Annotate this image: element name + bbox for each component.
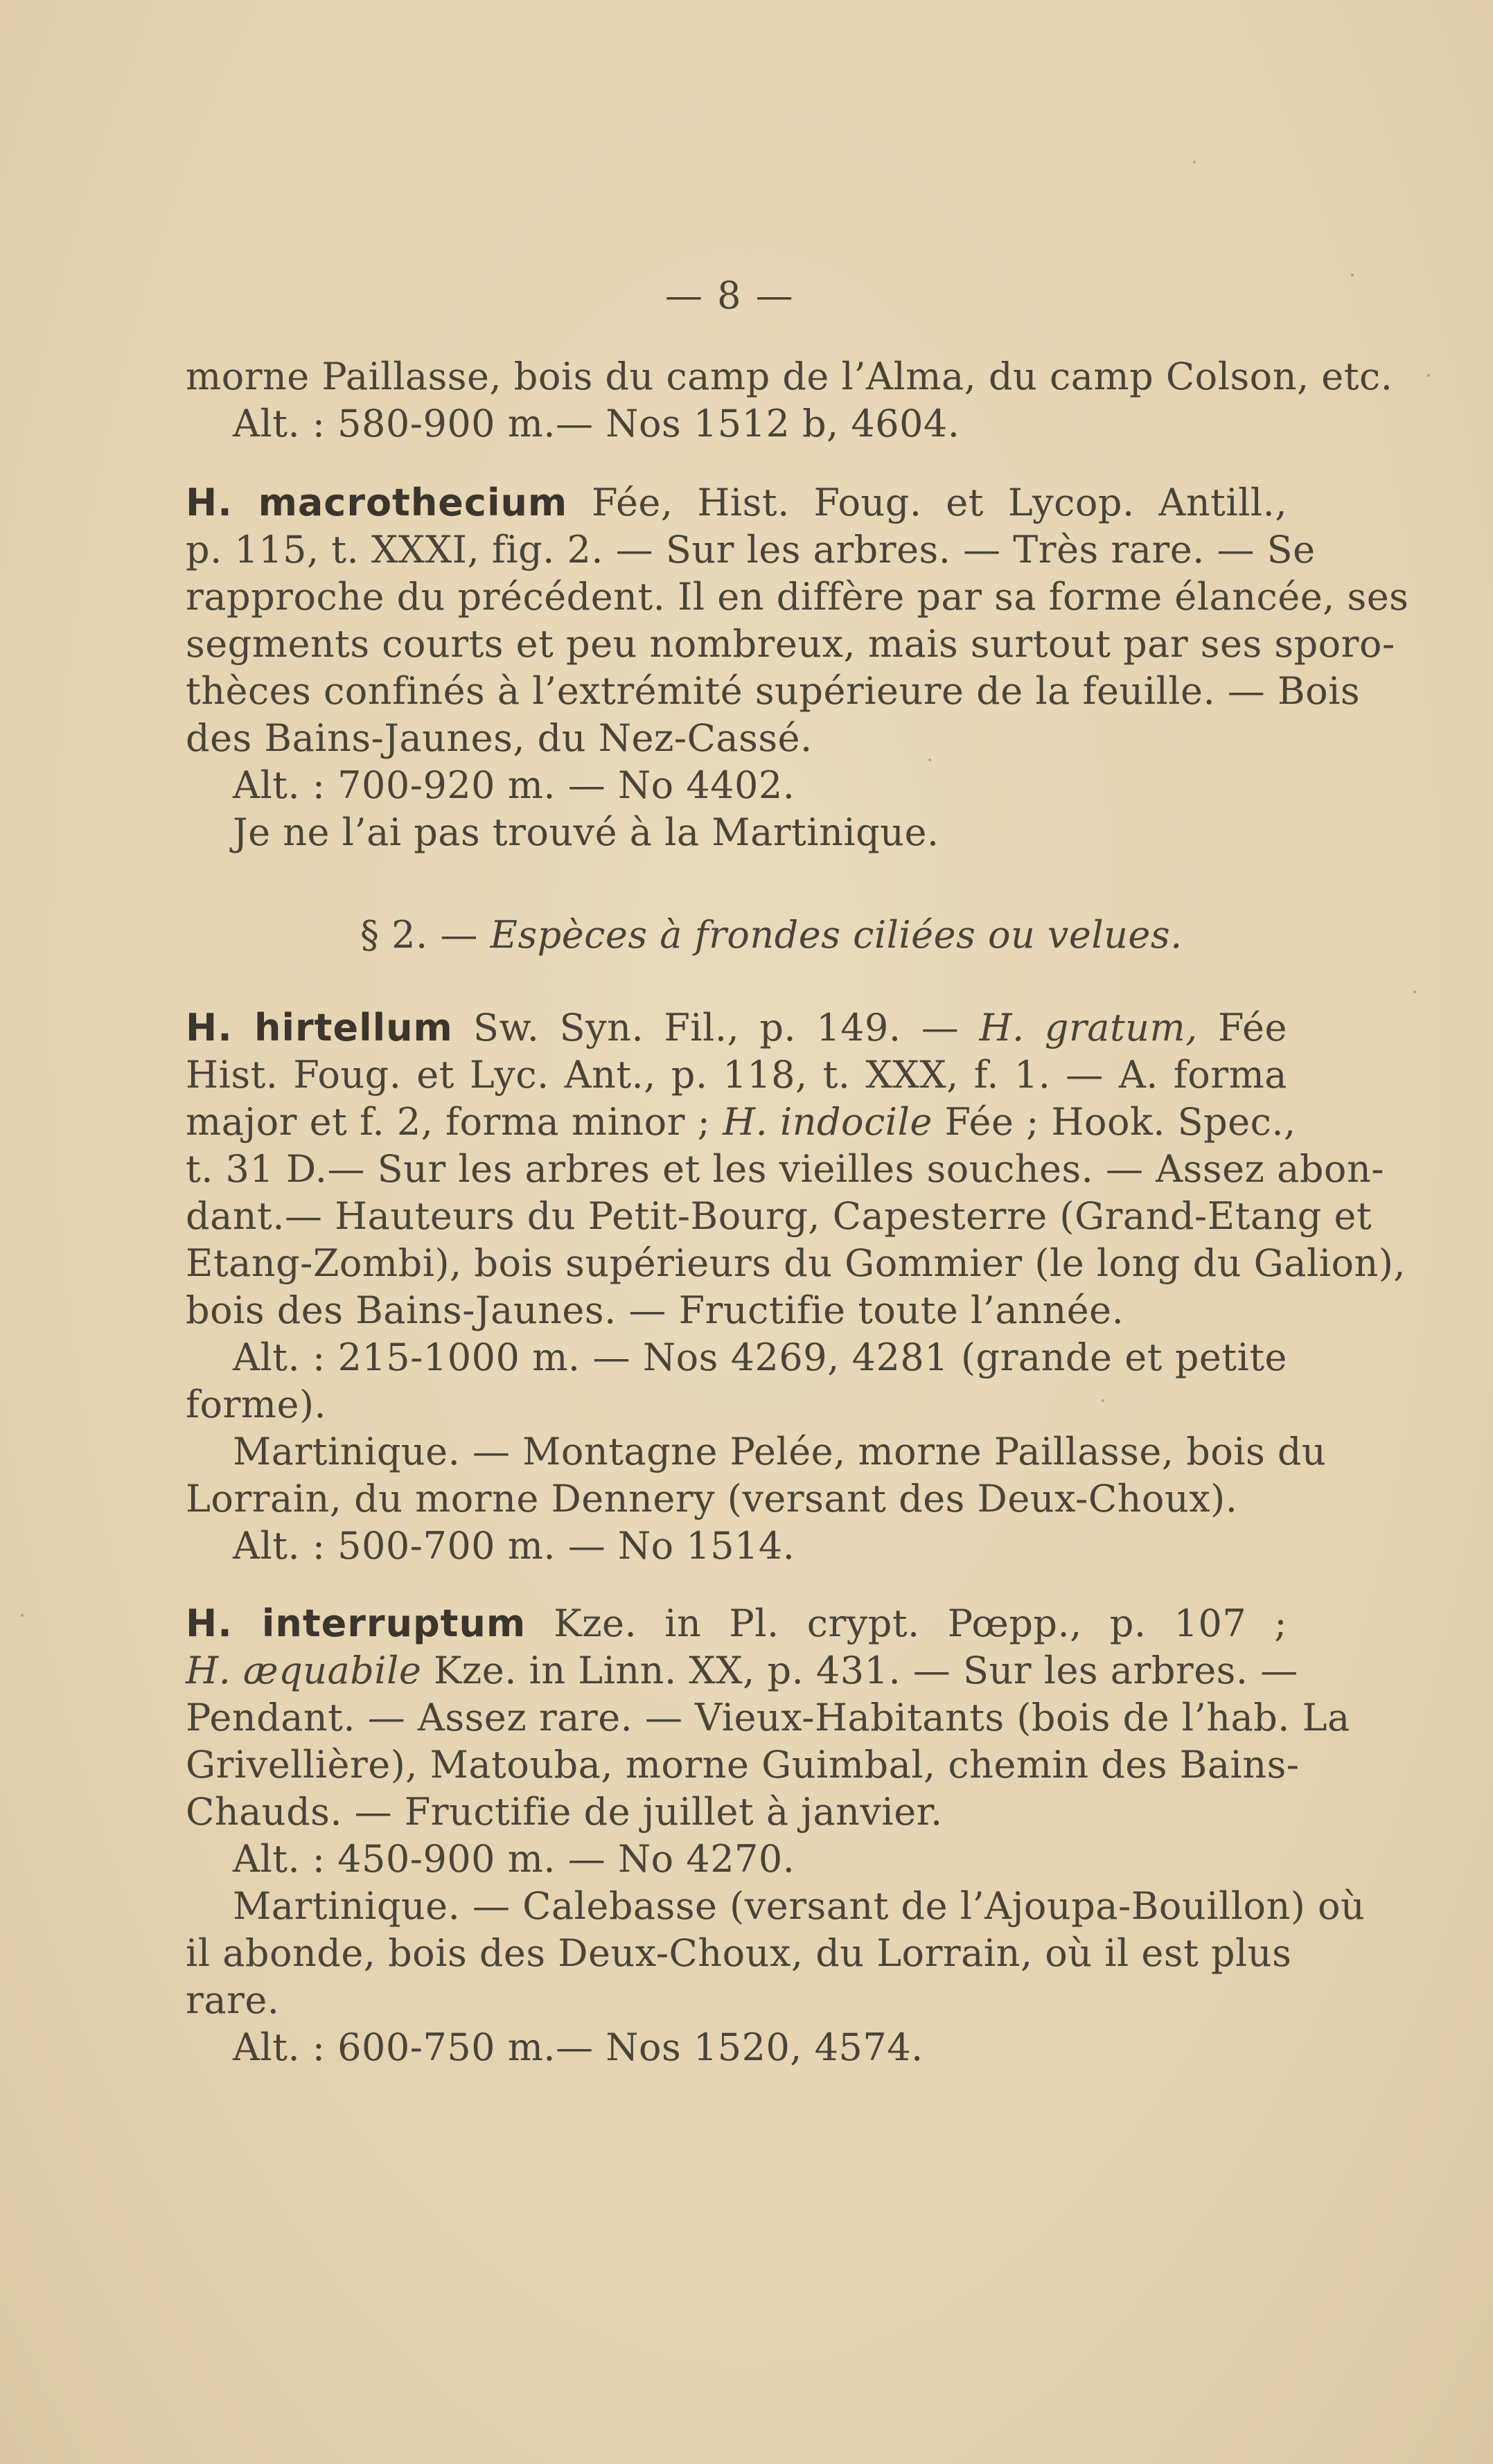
text-line: Chauds. — Fructifie de juillet à janvier.	[186, 1790, 943, 1834]
text-line: morne Paillasse, bois du camp de l’Alma, du camp Colson, etc.	[186, 355, 1393, 398]
page-number: — 8 —	[665, 274, 795, 317]
species-entry-macrothecium	[186, 479, 1287, 526]
text-line: Alt. : 215-1000 m. — Nos 4269, 4281 (grande et petite	[233, 1336, 1287, 1379]
text-line: Etang-Zombi), bois supérieurs du Gommier (le long du Galion),	[186, 1241, 1406, 1285]
paper-speck	[21, 1614, 24, 1617]
section-heading	[360, 912, 1183, 959]
text-line	[186, 1099, 1296, 1146]
text-line: thèces confinés à l’extrémité supérieure de la feuille. — Bois	[186, 669, 1361, 713]
text-span: Fée, Hist. Foug. et Lycop. Antill.,	[591, 481, 1287, 524]
text-span: Fée ; Hook. Spec.,	[944, 1100, 1296, 1144]
text-line: Lorrain, du morne Dennery (versant des Deux-Choux).	[186, 1477, 1238, 1521]
text-line: des Bains-Jaunes, du Nez-Cassé.	[186, 716, 813, 760]
text-span: Kze. in Pl. crypt. Pœpp., p. 107 ;	[554, 1602, 1287, 1645]
paper-speck	[1427, 374, 1430, 377]
species-name: H. macrothecium	[186, 481, 568, 524]
text-span: Sw. Syn. Fil., p. 149. —	[473, 1006, 960, 1049]
text-line: Alt. : 500-700 m. — No 1514.	[233, 1524, 795, 1568]
text-line: Alt. : 600-750 m.— Nos 1520, 4574.	[233, 2026, 924, 2069]
section-title: Espèces à frondes ciliées ou velues.	[490, 913, 1183, 957]
text-line: t. 31 D.— Sur les arbres et les vieilles souches. — Assez abon-	[186, 1147, 1384, 1191]
text-span: Kze. in Linn. XX, p. 431. — Sur les arbres. —	[433, 1649, 1298, 1692]
species-name: H. hirtellum	[186, 1006, 453, 1049]
text-line	[186, 1647, 1298, 1694]
paper-speck	[1413, 991, 1416, 993]
section-number: § 2. —	[360, 913, 478, 957]
text-line: Martinique. — Montagne Pelée, morne Paillasse, bois du	[233, 1430, 1327, 1473]
paper-speck	[1102, 1399, 1104, 1402]
species-name: H. interruptum	[186, 1602, 527, 1645]
species-entry-interruptum	[186, 1600, 1287, 1647]
text-line: Je ne l’ai pas trouvé à la Martinique.	[233, 810, 939, 854]
paper-speck	[928, 759, 931, 761]
species-entry-hirtellum	[186, 1004, 1287, 1052]
text-span: Fée	[1218, 1006, 1287, 1049]
text-line: Alt. : 580-900 m.— Nos 1512 b, 4604.	[233, 402, 960, 445]
paper-speck	[1193, 161, 1196, 163]
text-line: rare.	[186, 1978, 280, 2022]
text-line: Martinique. — Calebasse (versant de l’Ajoupa-Bouillon) où	[233, 1884, 1366, 1928]
text-line: p. 115, t. XXXI, fig. 2. — Sur les arbres. — Très rare. — Se	[186, 528, 1316, 571]
text-line: Pendant. — Assez rare. — Vieux-Habitants (bois de l’hab. La	[186, 1696, 1350, 1739]
synonym-name: H. æquabile	[186, 1649, 422, 1692]
synonym-name: H. gratum,	[979, 1006, 1198, 1049]
text-line: bois des Bains-Jaunes. — Fructifie toute l’année.	[186, 1288, 1124, 1332]
text-line: Alt. : 700-920 m. — No 4402.	[233, 763, 795, 807]
text-line: forme).	[186, 1383, 327, 1426]
text-line: dant.— Hauteurs du Petit-Bourg, Capesterre (Grand-Etang et	[186, 1194, 1372, 1238]
text-line: segments courts et peu nombreux, mais surtout par ses sporo-	[186, 622, 1395, 666]
text-line: Alt. : 450-900 m. — No 4270.	[233, 1837, 795, 1881]
paper-speck	[1351, 274, 1354, 276]
text-span: major et f. 2, forma minor ;	[186, 1100, 711, 1144]
text-line: rapproche du précédent. Il en diffère par sa forme élancée, ses	[186, 575, 1409, 619]
text-line: Hist. Foug. et Lyc. Ant., p. 118, t. XXX, f. 1. — A. forma	[186, 1053, 1287, 1097]
text-line: Grivellière), Matouba, morne Guimbal, chemin des Bains-	[186, 1743, 1300, 1787]
text-line: il abonde, bois des Deux-Choux, du Lorrain, où il est plus	[186, 1931, 1292, 1975]
synonym-name: H. indocile	[723, 1100, 933, 1144]
